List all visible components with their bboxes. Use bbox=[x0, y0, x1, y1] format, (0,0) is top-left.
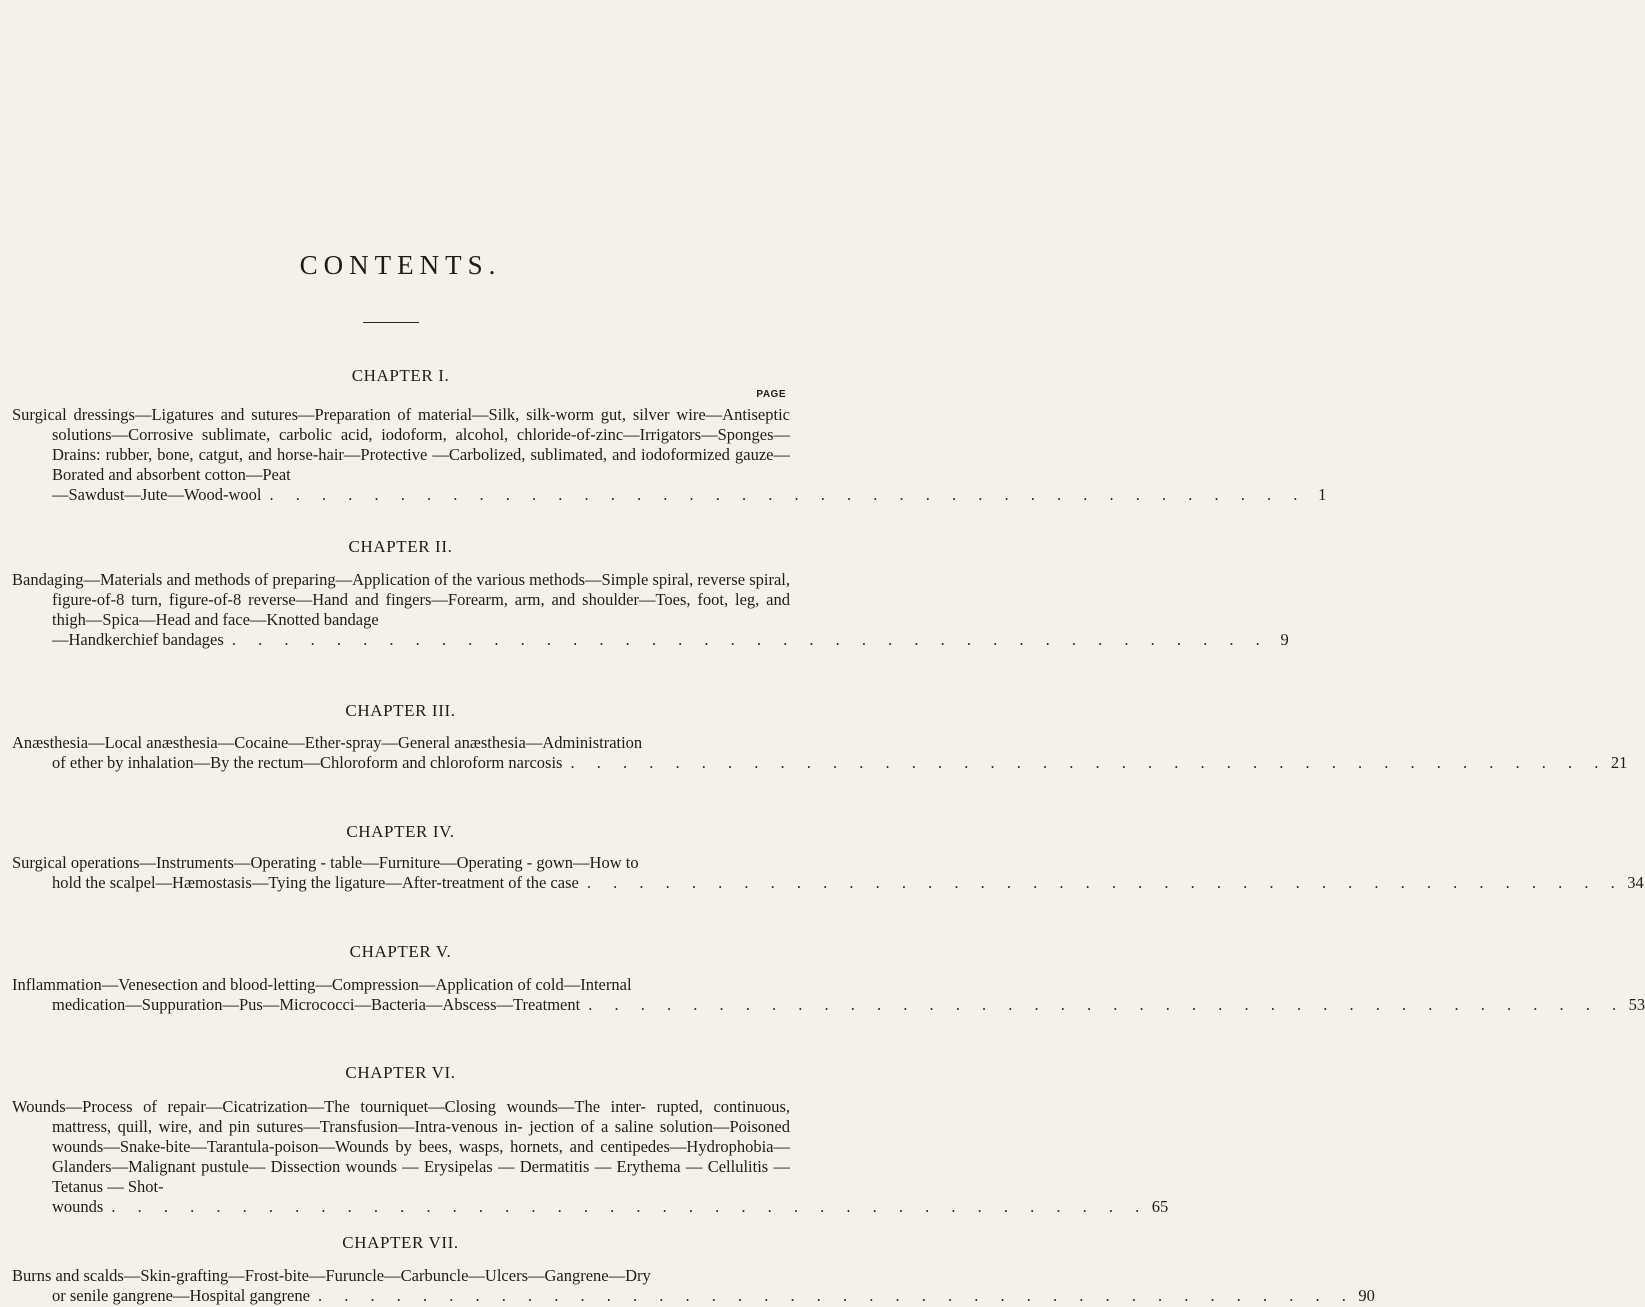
chapter-4-page-number: 34 bbox=[1627, 873, 1644, 892]
chapter-5-last-line bbox=[12, 995, 1645, 1015]
chapter-2-page-number: 9 bbox=[1280, 630, 1289, 649]
chapter-5-entry bbox=[12, 975, 1645, 1015]
chapter-4-entry bbox=[12, 853, 1644, 893]
chapter-4-text: Surgical operations—Instruments—Operating - table—Furniture—Operating - gown—How to bbox=[12, 853, 639, 872]
chapter-7-entry bbox=[12, 1266, 1375, 1306]
chapter-3-last-text: of ether by inhalation—By the rectum—Chloroform and chloroform narcosis bbox=[52, 753, 563, 772]
chapter-2-last-line bbox=[12, 630, 1289, 650]
chapter-1-heading: CHAPTER I. bbox=[351, 366, 450, 385]
title-rule bbox=[363, 322, 419, 323]
chapter-5-leaders: . . . . . . . . . . . . . . . . . . . . . . . . . . . . . . . . . . . . . . . . bbox=[588, 995, 1626, 1014]
chapter-3-leaders: . . . . . . . . . . . . . . . . . . . . . . . . . . . . . . . . . . . . . . . . bbox=[570, 753, 1608, 772]
chapter-1-entry bbox=[12, 405, 1327, 505]
chapter-6-leaders: . . . . . . . . . . . . . . . . . . . . . . . . . . . . . . . . . . . . . . . . bbox=[111, 1197, 1149, 1216]
chapter-4-last-line bbox=[12, 873, 1644, 893]
page-column-label: PAGE bbox=[756, 389, 786, 400]
chapter-6-last-text: wounds bbox=[52, 1197, 104, 1216]
chapter-2-heading: CHAPTER II. bbox=[348, 537, 453, 556]
chapter-7-heading: CHAPTER VII. bbox=[342, 1233, 459, 1252]
chapter-7-leaders: . . . . . . . . . . . . . . . . . . . . . . . . . . . . . . . . . . . . . . . . bbox=[317, 1286, 1355, 1305]
chapter-6-heading: CHAPTER VI. bbox=[345, 1063, 456, 1082]
chapter-6-entry bbox=[12, 1097, 1169, 1217]
chapter-1-last-line bbox=[12, 485, 1327, 505]
chapter-3-entry bbox=[12, 733, 1628, 773]
chapter-5-last-text: medication—Suppuration—Pus—Micrococci—Bacteria—Abscess—Treatment bbox=[52, 995, 581, 1014]
chapter-3-heading: CHAPTER III. bbox=[345, 701, 456, 720]
chapter-7-last-text: or senile gangrene—Hospital gangrene bbox=[52, 1286, 310, 1305]
chapter-6-last-line bbox=[12, 1197, 1169, 1217]
chapter-7-page-number: 90 bbox=[1358, 1286, 1375, 1305]
chapter-2-last-text: —Handkerchief bandages bbox=[52, 630, 224, 649]
chapter-4-last-text: hold the scalpel—Hæmostasis—Tying the ligature—After-treatment of the case bbox=[52, 873, 579, 892]
chapter-2-text: Bandaging—Materials and methods of preparing—Application of the various methods—Simple spiral, reverse spiral, figure-of-8 turn, figure-of-8 reverse—Hand and fingers—Forearm, arm, and shoulder—Toes, foot, leg, and thigh—Spica—Head and face—Knotted bandage bbox=[12, 570, 790, 629]
chapter-4-leaders: . . . . . . . . . . . . . . . . . . . . . . . . . . . . . . . . . . . . . . . . bbox=[586, 873, 1624, 892]
chapter-7-last-line bbox=[12, 1286, 1375, 1306]
chapter-1-leaders: . . . . . . . . . . . . . . . . . . . . . . . . . . . . . . . . . . . . . . . . bbox=[269, 485, 1307, 504]
chapter-4-heading: CHAPTER IV. bbox=[346, 822, 455, 841]
chapter-3-last-line bbox=[12, 753, 1628, 773]
chapter-3-page-number: 21 bbox=[1610, 753, 1628, 772]
chapter-6-page-number: 65 bbox=[1151, 1197, 1169, 1216]
chapter-5-page-number: 53 bbox=[1628, 995, 1645, 1014]
chapter-1-last-text: —Sawdust—Jute—Wood-wool bbox=[52, 485, 262, 504]
page-title: CONTENTS. bbox=[299, 250, 502, 280]
chapter-1-page-number: 1 bbox=[1318, 485, 1327, 504]
chapter-7-text: Burns and scalds—Skin-grafting—Frost-bite—Furuncle—Carbuncle—Ulcers—Gangrene—Dry bbox=[12, 1266, 651, 1285]
chapter-3-text: Anæsthesia—Local anæsthesia—Cocaine—Ether-spray—General anæsthesia—Administration bbox=[12, 733, 643, 752]
chapter-1-text: Surgical dressings—Ligatures and sutures—Preparation of material—Silk, silk-worm gut, silver wire—Antiseptic solutions—Corrosive sublimate, carbolic acid, iodoform, alcohol, chloride-of-zinc—Irrigators—Sponges—Drains: rubber, bone, catgut, and horse-hair—Protective —Carbolized, sublimated, and iodoformized gauze—Borated and absorbent cotton—Peat bbox=[12, 405, 790, 484]
chapter-2-leaders: . . . . . . . . . . . . . . . . . . . . . . . . . . . . . . . . . . . . . . . . bbox=[231, 630, 1269, 649]
chapter-6-text: Wounds—Process of repair—Cicatrization—The tourniquet—Closing wounds—The inter- rupted, continuous, mattress, quill, wire, and pin sutures—Transfusion—Intra-venous in- jection of a saline solution—Poisoned wounds—Snake-bite—Tarantula-poison—Wounds by bees, wasps, hornets, and centipedes—Hydrophobia—Glanders—Malignant pustule— Dissection wounds — Erysipelas — Dermatitis — Erythema — Cellulitis — Tetanus — Shot- bbox=[12, 1097, 790, 1196]
chapter-5-text: Inflammation—Venesection and blood-letting—Compression—Application of cold—Internal bbox=[12, 975, 632, 994]
chapter-2-entry bbox=[12, 570, 1289, 650]
chapter-5-heading: CHAPTER V. bbox=[349, 942, 452, 961]
